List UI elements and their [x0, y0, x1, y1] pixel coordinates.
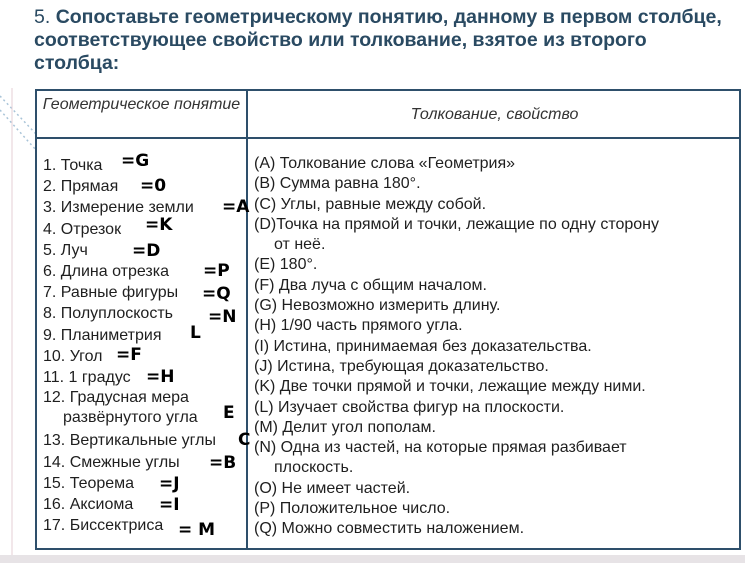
property-item-line: (N) Одна из частей, на которые прямая разбивает	[254, 439, 627, 457]
property-item: (B) Сумма равна 180°.	[254, 175, 421, 193]
concept-item: 15. Теорема	[43, 474, 135, 492]
task-number: 5.	[34, 6, 51, 28]
concept-list	[43, 155, 243, 536]
answer-annotation: E	[223, 403, 235, 423]
column-header-property: Толкование, свойство	[410, 106, 579, 123]
concept-item: 3. Измерение земли	[43, 199, 194, 217]
answer-annotation: =D	[132, 241, 161, 261]
answer-annotation: =P	[203, 261, 230, 281]
concept-item: 17. Биссектриса	[43, 517, 164, 535]
answer-annotation: =A	[222, 197, 250, 217]
property-item: (K) Две точки прямой и точки, лежащие между ними.	[254, 378, 646, 396]
property-item: (E) 180°.	[254, 256, 318, 274]
property-item: (F) Два луча с общим началом.	[254, 276, 487, 294]
property-item: (I) Истина, принимаемая без доказательства.	[254, 337, 592, 355]
concept-item: 8. Полуплоскость	[43, 305, 173, 323]
concept-item: 5. Луч	[43, 241, 88, 259]
property-item: (L) Изучает свойства фигур на плоскости.	[254, 398, 565, 416]
concept-item: 10. Угол	[43, 347, 103, 365]
concept-item: 16. Аксиома	[43, 496, 134, 514]
concept-item: 4. Отрезок	[43, 220, 122, 238]
answer-annotation: =H	[146, 367, 175, 387]
task-heading	[34, 6, 734, 75]
answer-annotation: L	[190, 323, 201, 343]
concept-item: 13. Вертикальные углы	[43, 432, 216, 450]
answer-annotation: =F	[116, 345, 142, 365]
concept-item: 1. Точка	[43, 157, 103, 174]
answer-annotation: =I	[159, 495, 180, 515]
property-item	[254, 215, 738, 256]
concept-item: 2. Прямая	[43, 178, 119, 196]
property-item: (M) Делит угол пополам.	[254, 418, 436, 436]
task-text: Сопоставьте геометрическому понятию, данному в первом столбце, соответствующее свойство или толкование, взятое из второго столбца:	[34, 6, 722, 74]
answer-annotation: C	[238, 430, 251, 450]
property-item: (J) Истина, требующая доказательство.	[254, 357, 549, 375]
answer-annotation: =B	[209, 453, 237, 473]
property-item: (H) 1/90 часть прямого угла.	[254, 317, 463, 335]
property-item: (Q) Можно совместить наложением.	[254, 520, 525, 538]
concept-item-line: 12. Градусная мера	[43, 389, 189, 407]
property-item: (P) Положительное число.	[254, 500, 451, 518]
bottom-decor-strip	[0, 555, 745, 563]
answer-annotation: =Q	[202, 284, 231, 304]
header-divider	[37, 137, 739, 139]
answer-annotation: = M	[178, 520, 216, 540]
answer-annotation: =0	[140, 176, 167, 196]
column-divider	[246, 91, 248, 548]
column-header-concept: Геометрическое понятие	[42, 96, 241, 113]
property-item-line: плоскость.	[274, 459, 354, 477]
concept-item: 11. 1 градус	[43, 368, 131, 386]
property-item: (C) Углы, равные между собой.	[254, 195, 487, 213]
concept-item: 9. Планиметрия	[43, 326, 162, 344]
property-list	[254, 154, 738, 540]
property-item-line: от неё.	[274, 236, 326, 254]
concept-item-line: развёрнутого угла	[63, 409, 198, 427]
property-item: (G) Невозможно измерить длину.	[254, 297, 501, 315]
concept-item: 6. Длина отрезка	[43, 262, 169, 280]
concept-item: 7. Равные фигуры	[43, 284, 179, 302]
property-item: (A) Толкование слова «Геометрия»	[254, 155, 516, 172]
concept-item	[43, 388, 243, 430]
concept-item: 14. Смежные углы	[43, 453, 180, 471]
answer-annotation: =J	[159, 474, 180, 494]
property-item: (O) Не имеет частей.	[254, 479, 411, 497]
answer-annotation: =K	[145, 215, 173, 235]
answer-annotation: =G	[121, 151, 150, 171]
property-item-line: (D)Точка на прямой и точки, лежащие по одну сторону	[254, 215, 660, 233]
answer-annotation: =N	[208, 307, 237, 327]
property-item	[254, 438, 738, 479]
